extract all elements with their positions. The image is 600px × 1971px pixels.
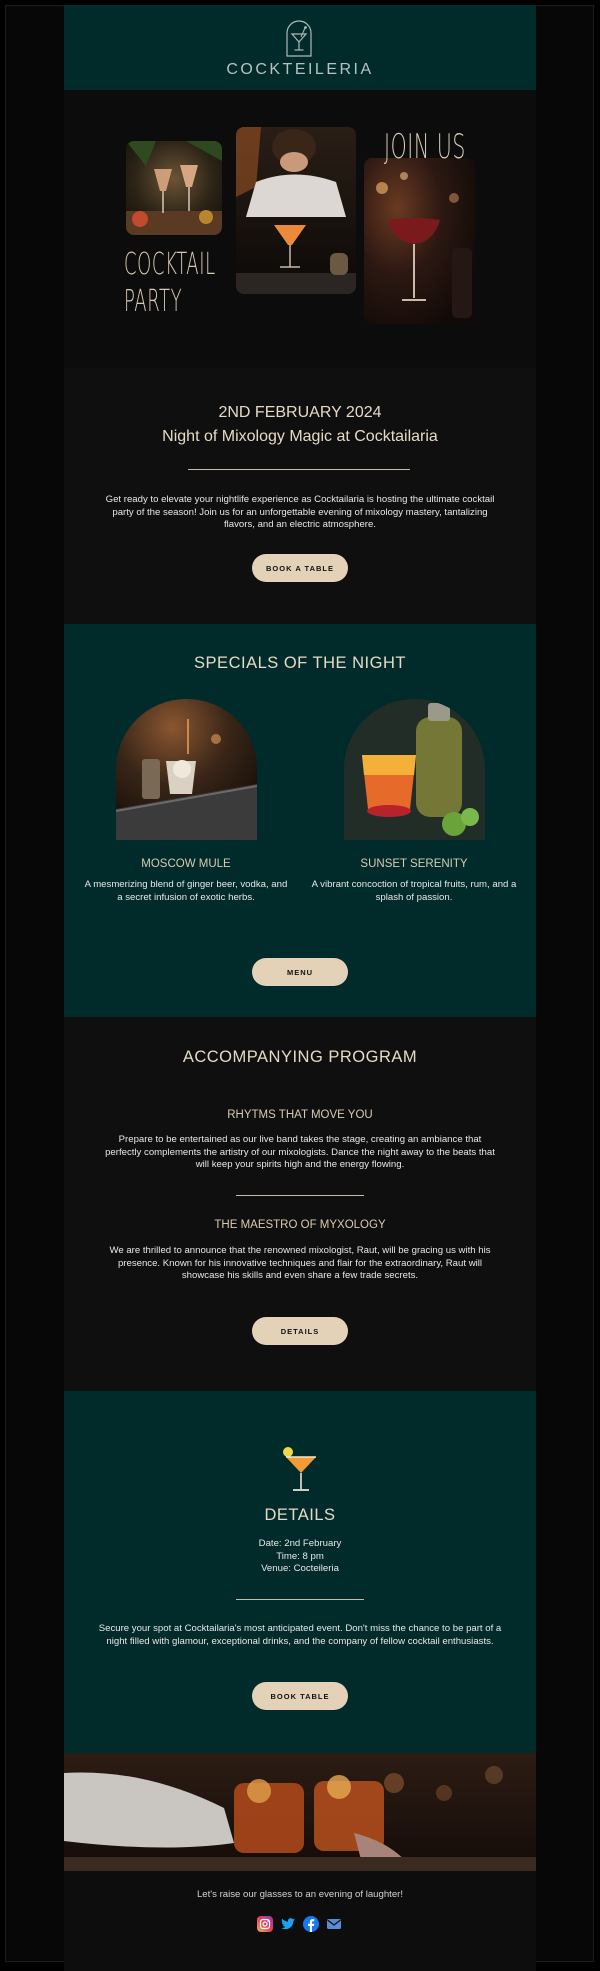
program-item-1-title: RHYTMS THAT MOVE YOU	[227, 1109, 373, 1121]
details-info	[64, 1538, 536, 1576]
red-cocktail-photo	[364, 158, 475, 324]
footer-text: Let's raise our glasses to an evening of laughter!	[196, 1889, 404, 1900]
details-text: Secure your spot at Cocktailaria's most anticipated event. Don't miss the chance to be part of a night filled with glamour, exceptional drinks, and the company of fellow cocktail enthusiasts.	[98, 1623, 502, 1647]
specials-title: SPECIALS OF THE NIGHT	[194, 654, 406, 672]
details-section	[64, 1391, 536, 1753]
cocktail-glasses-photo	[126, 141, 222, 235]
hero-title-join-us: JOIN US	[384, 127, 466, 167]
event-subtitle: Night of Mixology Magic at Cocktailaria	[162, 428, 438, 445]
book-a-table-button[interactable]: BOOK A TABLE	[252, 554, 348, 582]
sunset-serenity-image	[344, 699, 485, 840]
details-button[interactable]: DETAILS	[252, 1317, 348, 1345]
program-item-2-title: THE MAESTRO OF MYXOLOGY	[214, 1219, 386, 1231]
program-title: ACCOMPANYING PROGRAM	[182, 1048, 418, 1066]
intro-section	[64, 368, 536, 624]
instagram-icon[interactable]	[257, 1916, 273, 1932]
program-section	[64, 1017, 536, 1391]
newsletter	[64, 5, 536, 1971]
event-date: 2ND FEBRUARY 2024	[218, 404, 382, 421]
specials-section	[64, 624, 536, 1017]
facebook-icon[interactable]	[303, 1916, 319, 1932]
intro-text: Get ready to elevate your nightlife experience as Cocktailaria is hosting the ultimate cocktail party of the season! Join us for an unforgettable evening of mixology mastery, tantalizing flavors, and an electric atmosphere.	[105, 494, 495, 530]
divider	[236, 1599, 364, 1600]
sunset-serenity-name: SUNSET SERENITY	[360, 858, 468, 870]
divider	[236, 1195, 364, 1196]
hero-collage	[64, 90, 536, 368]
hero-title-party: PARTY	[124, 284, 183, 319]
book-table-button[interactable]: BOOK TABLE	[252, 1682, 348, 1710]
brand-name: COCKTEILERIA	[226, 61, 374, 78]
moscow-mule-name: MOSCOW MULE	[141, 858, 231, 870]
toast-photo	[64, 1753, 536, 1871]
program-item-1-text: Prepare to be entertained as our live band takes the stage, creating an ambiance that perfectly complements the artistry of our mixologists. Dance the night away to the beats that will keep your spirits high and the energy flowing.	[105, 1134, 495, 1170]
details-date: Date: 2nd February	[258, 1538, 342, 1549]
details-venue: Venue: Cocteileria	[261, 1563, 339, 1574]
moscow-mule-description: A mesmerizing blend of ginger beer, vodka, and a secret infusion of exotic herbs.	[84, 879, 288, 903]
program-item-2-text: We are thrilled to announce that the renowned mixologist, Raut, will be gracing us with his presence. Known for his innovative techniques and flair for the extraordinary, Raut will showcase his skills and even share a few trade secrets.	[109, 1245, 491, 1281]
bartender-pouring-photo	[236, 127, 356, 294]
email-icon[interactable]	[326, 1916, 342, 1932]
header	[64, 5, 536, 90]
hero-title-cocktail: COCKTAIL	[124, 247, 216, 282]
cocktail-glass-icon	[282, 1445, 320, 1495]
divider	[188, 469, 410, 470]
details-time: Time: 8 pm	[276, 1550, 324, 1562]
cocktail-logo-icon	[284, 19, 314, 57]
moscow-mule-image	[116, 699, 257, 840]
sunset-serenity-description: A vibrant concoction of tropical fruits, rum, and a splash of passion.	[311, 879, 517, 903]
menu-button[interactable]: MENU	[252, 958, 348, 986]
twitter-icon[interactable]	[280, 1916, 296, 1932]
details-title: DETAILS	[264, 1506, 336, 1524]
footer	[64, 1871, 536, 1971]
